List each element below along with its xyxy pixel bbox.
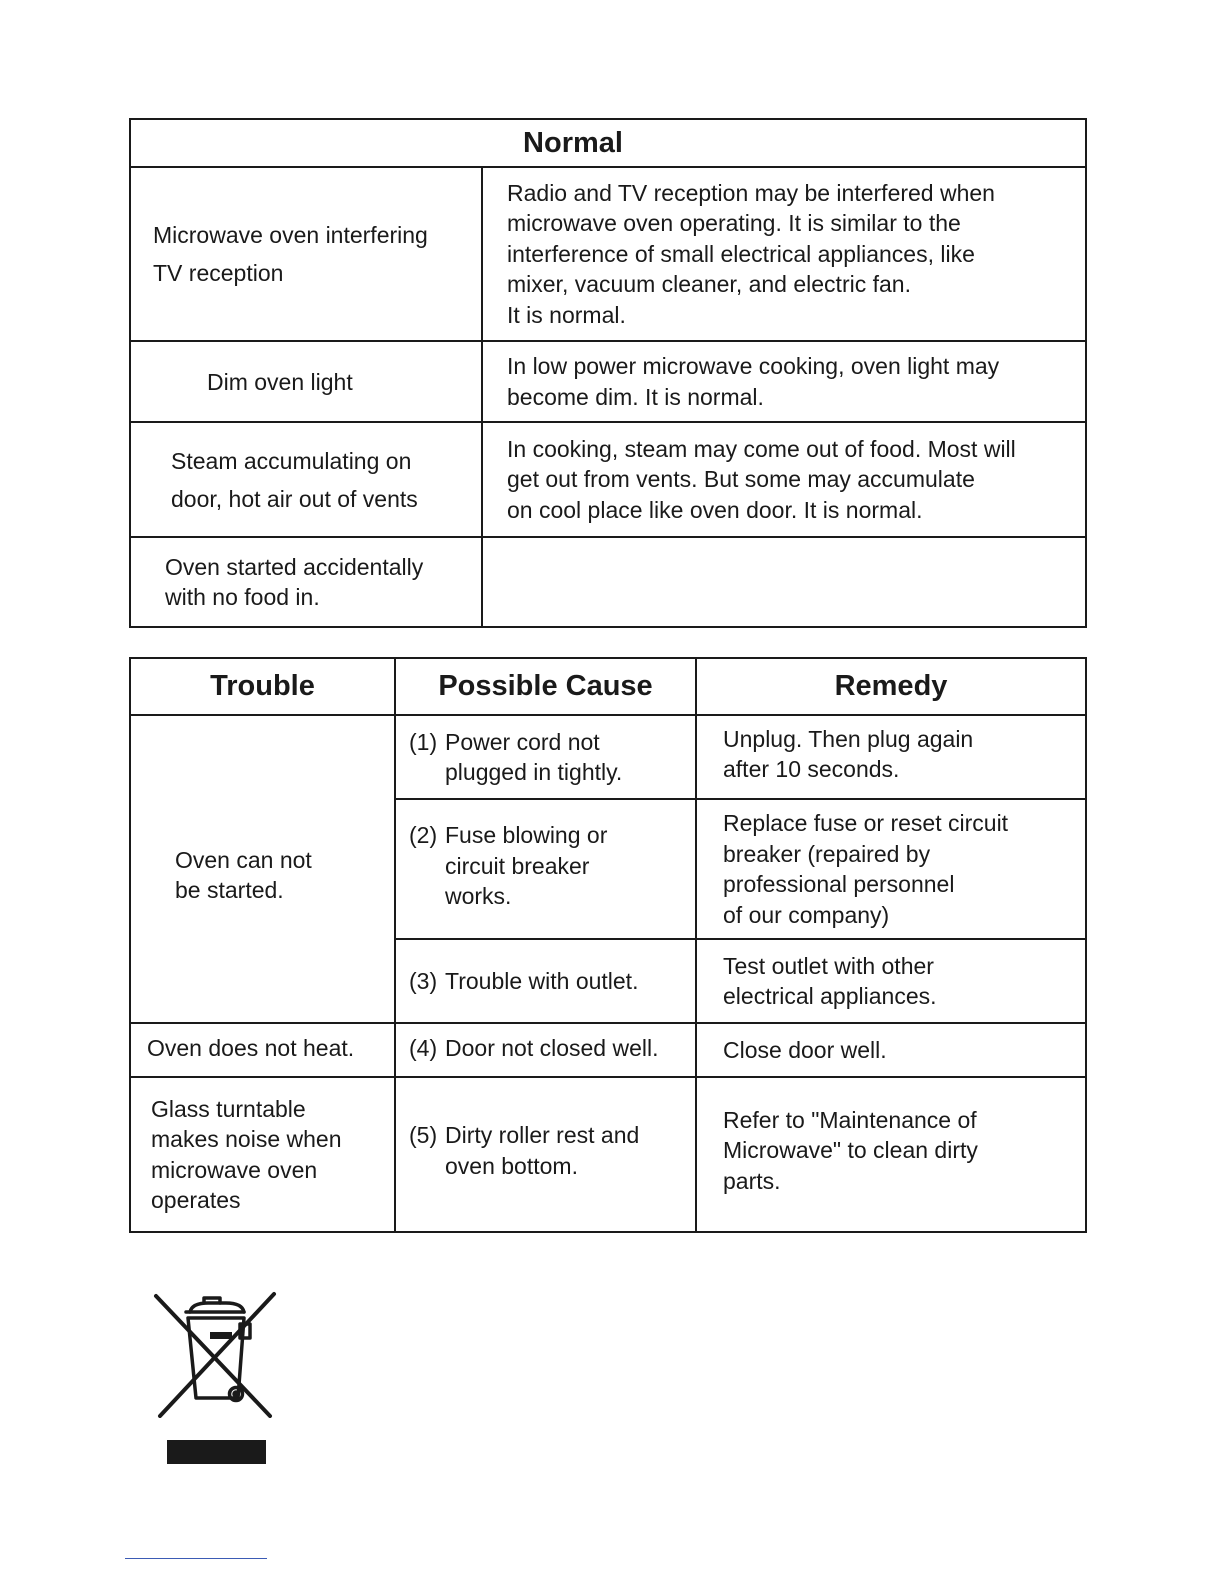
problem-text: Microwave oven interfering xyxy=(153,222,428,248)
cause-line: plugged in tightly. xyxy=(445,759,623,785)
remedy-text: breaker (repaired by xyxy=(723,840,931,867)
explanation-text: get out from vents. But some may accumulate xyxy=(507,466,975,493)
cause-text xyxy=(409,966,689,997)
remedy-text: electrical appliances. xyxy=(723,983,937,1009)
table-row xyxy=(130,537,1086,627)
table-row xyxy=(130,167,1086,341)
cause-number: (5) xyxy=(409,1122,438,1148)
footer-rule xyxy=(125,1558,267,1559)
problem-cell xyxy=(130,167,482,341)
cause-line: circuit breaker xyxy=(445,852,590,879)
explanation-cell xyxy=(482,167,1086,341)
cause-cell xyxy=(395,1077,696,1232)
cause-line: works. xyxy=(445,883,512,910)
problem-text: Steam accumulating on xyxy=(171,447,412,474)
cause-cell xyxy=(395,799,696,939)
trouble-text: Oven does not heat. xyxy=(147,1034,355,1061)
problem-text: with no food in. xyxy=(165,584,320,610)
explanation-text: interference of small electrical appliances, like xyxy=(507,240,975,267)
remedy-text: Unplug. Then plug again xyxy=(723,725,974,752)
cause-text xyxy=(409,1033,689,1064)
cause-line: Dirty roller rest and xyxy=(445,1122,640,1148)
problem-cell xyxy=(130,537,482,627)
remedy-text: of our company) xyxy=(723,901,890,928)
cause-cell xyxy=(395,939,696,1023)
trouble-text: operates xyxy=(151,1187,241,1213)
cause-number: (3) xyxy=(409,967,438,994)
remedy-cell xyxy=(696,1023,1086,1077)
cause-cell xyxy=(395,1023,696,1077)
cause-line: Fuse blowing or xyxy=(445,822,608,849)
trouble-cell xyxy=(130,1077,395,1232)
remedy-text: professional personnel xyxy=(723,871,955,897)
explanation-cell xyxy=(482,341,1086,422)
cause-number: (2) xyxy=(409,822,438,849)
cause-text xyxy=(409,820,689,851)
explanation-cell xyxy=(482,422,1086,537)
cause-line: Door not closed well. xyxy=(445,1034,659,1061)
remedy-text: Close door well. xyxy=(723,1036,887,1063)
table-row xyxy=(130,715,1086,799)
cause-line: Trouble with outlet. xyxy=(445,967,639,994)
problem-cell xyxy=(130,422,482,537)
problem-cell xyxy=(130,341,482,422)
remedy-cell xyxy=(696,939,1086,1023)
table-row xyxy=(130,341,1086,422)
cause-line: Power cord not xyxy=(445,728,600,755)
explanation-text: mixer, vacuum cleaner, and electric fan. xyxy=(507,271,911,298)
remedy-cell xyxy=(696,715,1086,799)
trouble-table xyxy=(129,657,1087,1233)
trouble-header: Trouble xyxy=(130,658,395,715)
cause-line: oven bottom. xyxy=(445,1152,578,1179)
trouble-header-row xyxy=(130,658,1086,715)
trouble-text: Oven can not xyxy=(175,846,312,873)
explanation-text: It is normal. xyxy=(507,301,626,328)
trouble-text: be started. xyxy=(175,877,284,903)
problem-text: door, hot air out of vents xyxy=(171,485,418,512)
remedy-text: Refer to "Maintenance of xyxy=(723,1106,977,1133)
explanation-text: on cool place like oven door. It is normal. xyxy=(507,496,923,523)
cause-number: (1) xyxy=(409,728,438,755)
normal-header: Normal xyxy=(130,119,1086,167)
remedy-cell xyxy=(696,1077,1086,1232)
remedy-text: Test outlet with other xyxy=(723,952,934,979)
explanation-text: Radio and TV reception may be interfered when xyxy=(507,179,995,206)
cause-text xyxy=(409,727,689,758)
cause-header: Possible Cause xyxy=(395,658,696,715)
remedy-text: Microwave" to clean dirty xyxy=(723,1137,978,1164)
cause-number: (4) xyxy=(409,1034,438,1061)
explanation-text: microwave oven operating. It is similar to the xyxy=(507,210,961,237)
trouble-text: microwave oven xyxy=(151,1156,318,1183)
explanation-text: become dim. It is normal. xyxy=(507,383,764,410)
table-row xyxy=(130,1077,1086,1232)
explanation-text: In low power microwave cooking, oven light may xyxy=(507,353,1000,379)
trouble-cell xyxy=(130,715,395,1023)
remedy-text: Replace fuse or reset circuit xyxy=(723,810,1009,836)
normal-table xyxy=(129,118,1087,628)
problem-text: TV reception xyxy=(153,260,284,286)
trouble-cell xyxy=(130,1023,395,1077)
table-row xyxy=(130,1023,1086,1077)
table-row xyxy=(130,422,1086,537)
explanation-text: In cooking, steam may come out of food. Most will xyxy=(507,435,1016,462)
remedy-header: Remedy xyxy=(696,658,1086,715)
remedy-cell xyxy=(696,799,1086,939)
problem-text: Dim oven light xyxy=(207,368,353,395)
normal-header-row xyxy=(130,119,1086,167)
trouble-text: Glass turntable xyxy=(151,1095,306,1122)
solid-bar-mark xyxy=(167,1440,266,1464)
remedy-text: parts. xyxy=(723,1167,781,1194)
cause-cell xyxy=(395,715,696,799)
trouble-text: makes noise when xyxy=(151,1126,342,1152)
cause-text xyxy=(409,1120,689,1151)
remedy-text: after 10 seconds. xyxy=(723,756,900,782)
explanation-cell xyxy=(482,537,1086,627)
crossed-out-wheelie-bin-icon xyxy=(152,1290,280,1418)
problem-text: Oven started accidentally xyxy=(165,553,424,580)
